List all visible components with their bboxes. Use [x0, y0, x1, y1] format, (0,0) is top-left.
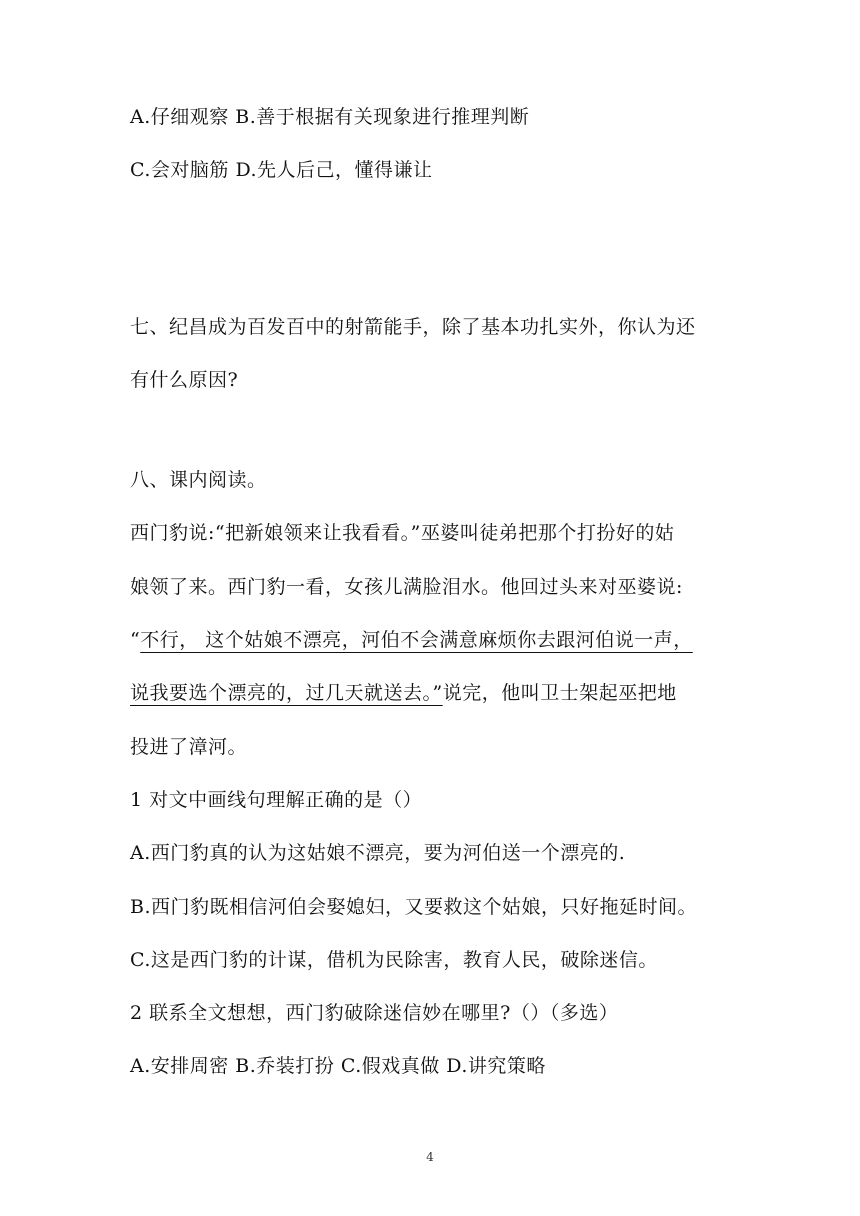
passage-line-1: 西门豹说:“把新娘领来让我看看。”巫婆叫徒弟把那个打扮好的姑	[130, 522, 675, 544]
q7-question-line-1: 七、纪昌成为百发百中的射箭能手，除了基本功扎实外，你认为还	[130, 316, 696, 338]
passage-line-4-rest: 说完，他叫卫士架起巫把地	[442, 682, 677, 704]
underlined-sentence-part-1: 不行， 这个姑娘不漂亮，河伯不会满意麻烦你去跟河伯说一声，	[140, 629, 693, 651]
passage-line-4	[130, 680, 677, 706]
passage-line-5: 投进了漳河。	[130, 736, 248, 758]
passage-line-3	[130, 627, 693, 653]
sub2-options: A.安排周密 B.乔装打扮 C.假戏真做 D.讲究策略	[130, 1055, 546, 1077]
q6-options-line-1: A.仔细观察 B.善于根据有关现象进行推理判断	[130, 106, 530, 128]
open-quote: “	[130, 629, 141, 651]
q7-question-line-2: 有什么原因?	[130, 369, 239, 391]
passage-line-2: 娘领了来。西门豹一看，女孩儿满脸泪水。他回过头来对巫婆说:	[130, 576, 683, 598]
underlined-sentence-part-2: 说我要选个漂亮的，过几天就送去。”	[130, 682, 443, 704]
q6-options-line-2: C.会对脑筋 D.先人后己，懂得谦让	[130, 159, 433, 181]
sub1-option-b: B.西门豹既相信河伯会娶媳妇，又要救这个姑娘，只好拖延时间。	[130, 896, 698, 918]
sub-question-2: 2 联系全文想想，西门豹破除迷信妙在哪里?（）（多选）	[130, 1002, 619, 1024]
sub1-option-a: A.西门豹真的认为这姑娘不漂亮，要为河伯送一个漂亮的.	[130, 842, 626, 864]
sub1-option-c: C.这是西门豹的计谋，借机为民除害，教育人民，破除迷信。	[130, 949, 658, 971]
sub-question-1: 1 对文中画线句理解正确的是（）	[130, 789, 423, 811]
q8-heading: 八、课内阅读。	[130, 469, 267, 491]
page-number: 4	[426, 1150, 434, 1164]
